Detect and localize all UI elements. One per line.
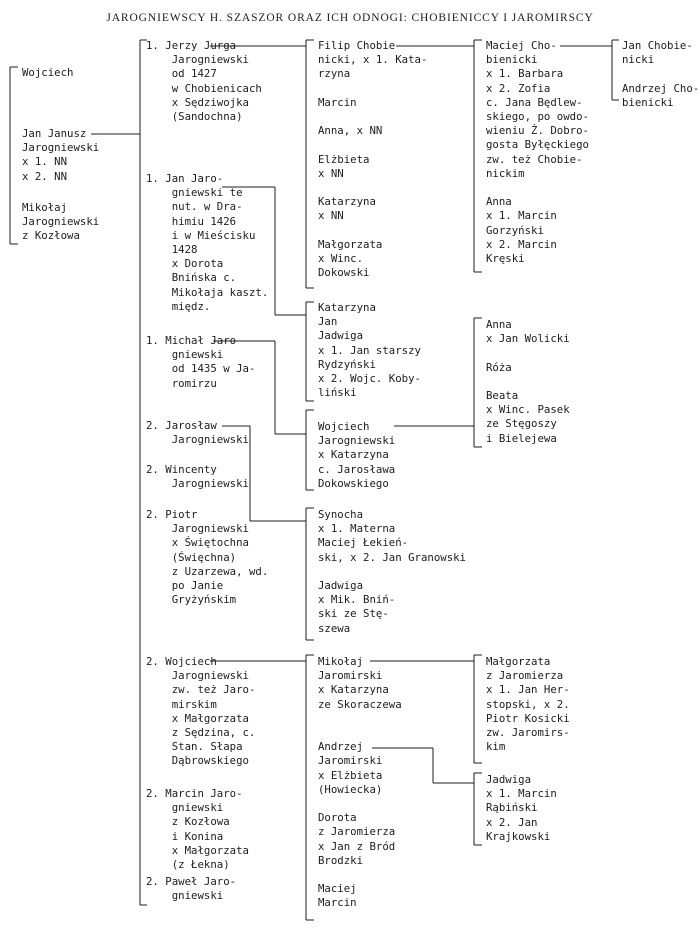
children-of-jerzy: Filip Chobie- nicki, x 1. Kata- rzyna Marcin Anna, x NN Elżbieta x NN Katarzyna x NN Małgorzata x Winc. Dokowski <box>318 39 428 280</box>
person-jan-janusz: Jan Janusz Jarogniewski x 1. NN x 2. NN <box>22 127 100 183</box>
son-of-michal: Wojciech Jarogniewski x Katarzyna c. Jarosława Dokowskiego <box>318 420 396 490</box>
children-of-maciej-chobienicki: Jan Chobie- nicki Andrzej Cho- bienicki <box>622 39 700 109</box>
daughter-of-mikolaj: Małgorzata z Jaromierza x 1. Jan Her- stopski, x 2. Piotr Kosicki zw. Jaromirs- kim <box>486 655 570 754</box>
person-wojciech-gen2: 2. Wojciech Jarogniewski zw. też Jaro- mirskim x Małgorzata z Sędzina, c. Stan. Słapa Dąbrowskiego <box>146 655 256 768</box>
person-pawel: 2. Paweł Jaro- gniewski <box>146 875 237 903</box>
children-of-filip: Maciej Cho- bienicki x 1. Barbara x 2. Zofia c. Jana Będlew- skiego, po owdo- wieniu Ż. Dobro- gosta Byłęckiego zw. też Chobie- nickim Anna x 1. Marcin Gorzyński x 2. Marcin Kręski <box>486 39 589 266</box>
daughter-of-andrzej: Jadwiga x 1. Marcin Rąbiński x 2. Jan Krajkowski <box>486 773 557 843</box>
chart-title: JAROGNIEWSCY H. SZASZOR ORAZ ICH ODNOGI: CHOBIENICCY I JAROMIRSCY <box>106 12 594 24</box>
person-marcin: 2. Marcin Jaro- gniewski z Kozłowa i Konina x Małgorzata (z Łekna) <box>146 787 249 872</box>
person-jaroslaw: 2. Jarosław Jarogniewski <box>146 419 249 447</box>
person-wojciech-gen1: Wojciech <box>22 66 74 79</box>
person-michal: 1. Michał Jaro- gniewski od 1435 w Ja- romirzu <box>146 334 256 390</box>
person-wincenty: 2. Wincenty Jarogniewski <box>146 463 249 491</box>
children-of-wojciech-gen3: Anna x Jan Wolicki Róża Beata x Winc. Pasek ze Stęgoszy i Bielejewa <box>486 318 570 445</box>
children-of-wojciech-gen2: Mikołaj Jaromirski x Katarzyna ze Skoraczewa Andrzej Jaromirski x Elżbieta (Howiecka) Dorota z Jaromierza x Jan z Bród Brodzki Maciej Marcin <box>318 655 402 910</box>
person-mikolaj-kozlow: Mikołaj Jarogniewski z Kozłowa <box>22 201 100 243</box>
children-of-jan: Katarzyna Jan Jadwiga x 1. Jan starszy Rydzyński x 2. Wojc. Koby- liński <box>318 301 421 400</box>
person-jerzy-jurga: 1. Jerzy Jurga Jarogniewski od 1427 w Chobienicach x Sędziwojka (Sandochna) <box>146 39 262 124</box>
children-of-piotr: Synocha x 1. Materna Maciej Łekień- ski, x 2. Jan Granowski Jadwiga x Mik. Bniń- ski ze Stę- szewa <box>318 508 466 635</box>
person-piotr: 2. Piotr Jarogniewski x Świętochna (Święchna) z Uzarzewa, wd. po Janie Gryżyńskim <box>146 508 269 607</box>
person-jan-jarogniewski: 1. Jan Jaro- gniewski te nut. w Dra- himiu 1426 i w Mieścisku 1428 x Dorota Bnińska c. Mikołaja kaszt. międz. <box>146 172 269 313</box>
